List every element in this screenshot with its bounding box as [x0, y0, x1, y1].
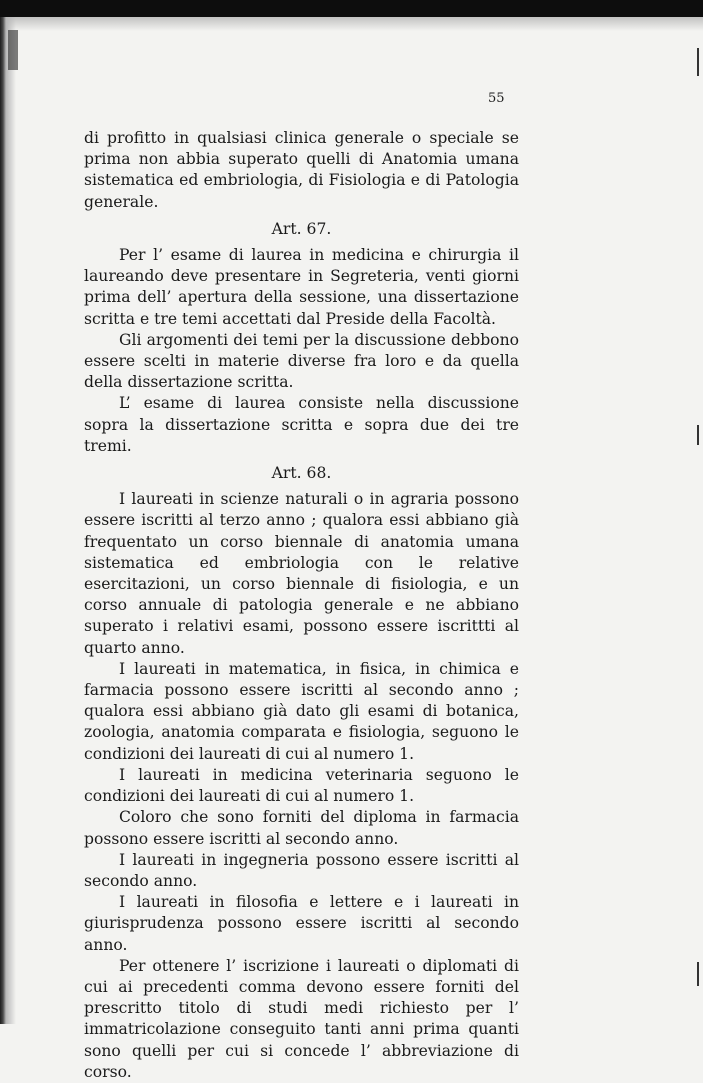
article-67-paragraph-3: L’ esame di laurea consiste nella discussione sopra la dissertazione scritta e sopra due dei tre tremi.	[84, 394, 519, 455]
article-68-paragraph-1: I laureati in scienze naturali o in agraria possono essere iscritti al terzo anno ; qualora essi abbiano già frequentato un corso biennale di anatomia umana sistematica ed embriologia con le relative esercitazioni, un corso biennale di fisiologia, e un corso annuale di patologia generale e ne abbiano superato i relativi esami, possono essere iscrittti al quarto anno.	[84, 490, 519, 657]
scan-left-binding-edge	[0, 17, 16, 1024]
page-number: 55	[488, 91, 505, 106]
article-67-paragraph-1: Per l’ esame di laurea in medicina e chirurgia il laureando deve presentare in Segreteria, venti giorni prima dell’ apertura della sessione, una dissertazione scritta e tre temi accettati dal Preside della Facoltà.	[84, 246, 519, 328]
scan-right-mark-bottom	[697, 962, 699, 986]
page-body	[84, 128, 519, 1083]
scan-right-mark-top	[697, 48, 699, 76]
scan-binding-mark	[8, 30, 18, 70]
article-68-paragraph-2: I laureati in matematica, in fisica, in chimica e farmacia possono essere iscritti al secondo anno ; qualora essi abbiano già dato gli esami di botanica, zoologia, anatomia comparata e fisiologia, seguono le condizioni dei laureati di cui al numero 1.	[84, 659, 519, 763]
article-68-paragraph-3: I laureati in medicina veterinaria seguono le condizioni dei laureati di cui al numero 1.	[84, 765, 519, 806]
article-68-paragraph-4: Coloro che sono forniti del diploma in farmacia possono essere iscritti al secondo anno.	[84, 808, 519, 848]
article-68-heading: Art. 68.	[271, 464, 332, 483]
article-67-heading: Art. 67.	[271, 219, 332, 238]
scan-top-border	[0, 0, 703, 17]
article-68-paragraph-7: Per ottenere l’ iscrizione i laureati o diplomati di cui ai precedenti comma devono essere forniti del prescritto titolo di studi medi richiesto per l’ immatricolazione conseguito tanti anni prima quanti sono quelli per cui si concede l’ abbreviazione di corso.	[84, 956, 519, 1081]
article-67-paragraph-2: Gli argomenti dei temi per la discussione debbono essere scelti in materie diverse fra loro e da quella della dissertazione scritta.	[84, 330, 519, 392]
article-68-paragraph-5: I laureati in ingegneria possono essere iscritti al secondo anno.	[84, 850, 519, 890]
article-68-paragraph-6: I laureati in filosofia e lettere e i laureati in giurisprudenza possono essere iscritti al secondo anno.	[84, 893, 519, 954]
scan-top-shadow	[0, 17, 703, 31]
paragraph-continued: di profitto in qualsiasi clinica generale o speciale se prima non abbia superato quelli di Anatomia umana sistematica ed embriologia, di Fisiologia e di Patologia generale.	[84, 129, 519, 211]
scan-right-mark-middle	[697, 425, 699, 445]
